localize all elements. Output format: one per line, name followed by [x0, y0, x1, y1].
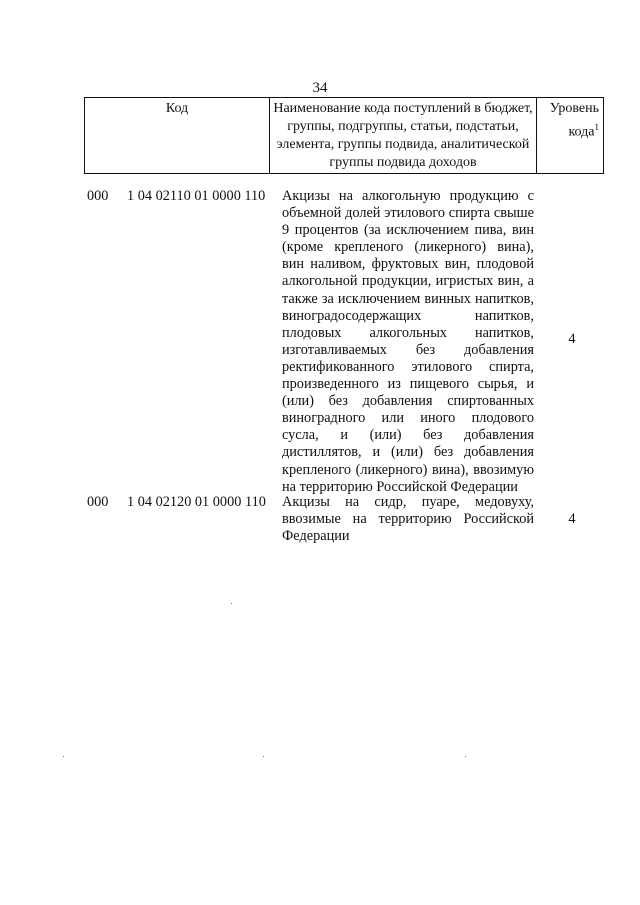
scan-speck: [231, 603, 232, 604]
column-header-table: [84, 97, 604, 174]
scan-speck: [263, 756, 264, 757]
revenue-code: 1 04 02120 01 0000 110: [127, 494, 266, 510]
admin-code: 000: [87, 188, 109, 204]
header-level-footnote: 1: [594, 122, 599, 132]
revenue-name: Акцизы на алкогольную продукцию с объемной долей этилового спирта свыше 9 процентов (за исключением пива, вин (кроме крепленого (ликерного) вина), вин наливом, фруктовых вин, плодовой алкогольной продукции, игристых вин, а также за исключением винных напитков, виноградосодержащих напитков, плодовых алкогольных напитков, изготавливаемых без добавления ректификованного этилового спирта, произведенного из пищевого сырья, и (или) без добавления спиртованных виноградного или иного плодового сусла, и (или) без добавления дистиллятов, и (или) без добавления крепленого (ликерного) вина), ввозимую на территорию Российской Федерации: [282, 188, 534, 495]
revenue-name: Акцизы на сидр, пуаре, медовуху, ввозимые на территорию Российской Федерации: [282, 494, 534, 545]
scan-speck: [63, 756, 64, 757]
revenue-code: 1 04 02110 01 0000 110: [127, 188, 266, 204]
revenue-level: 4: [568, 331, 576, 347]
scan-speck: [465, 756, 466, 757]
header-level-text: Уровень кода: [549, 101, 599, 140]
header-code: Код: [85, 98, 270, 174]
admin-code: 000: [87, 494, 109, 510]
header-level: [537, 98, 604, 174]
header-name: Наименование кода поступлений в бюджет, группы, подгруппы, статьи, подстатьи, элемента, группы подвида, аналитической группы подвида доходов: [270, 98, 537, 174]
revenue-level: 4: [568, 511, 576, 527]
page-number: 34: [312, 80, 328, 96]
